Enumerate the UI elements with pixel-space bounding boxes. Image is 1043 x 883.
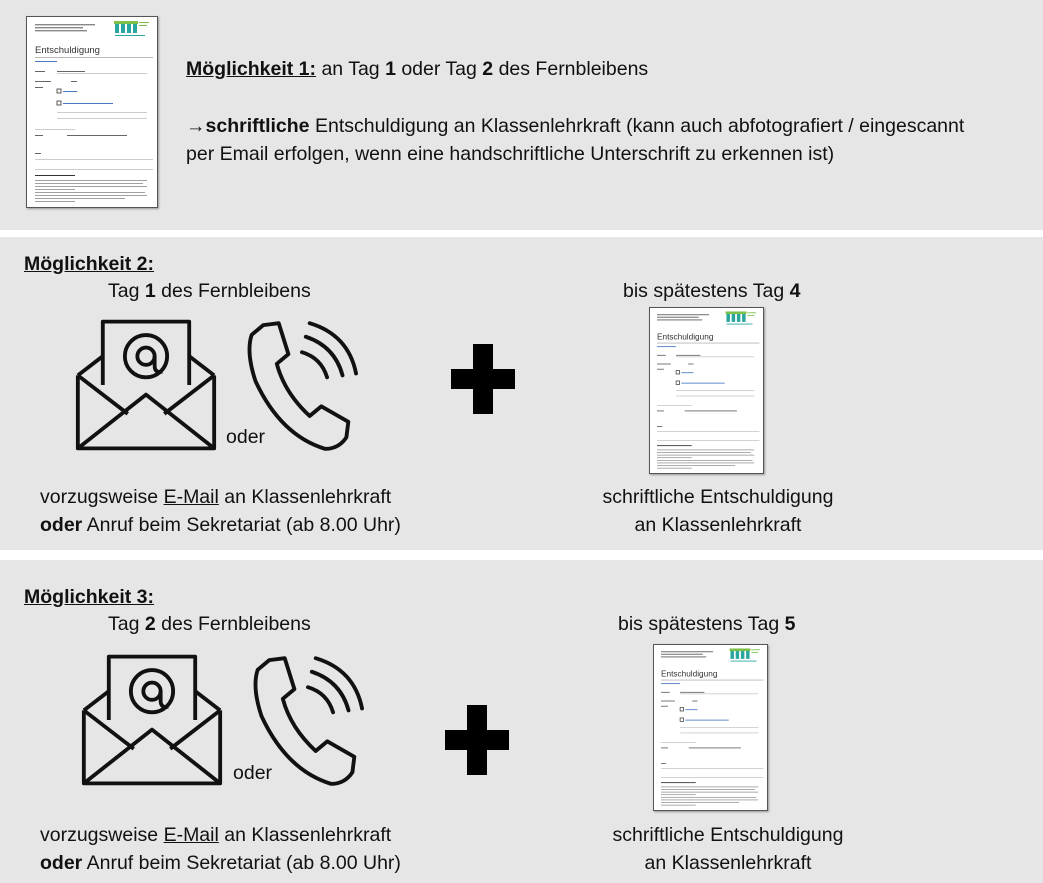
option-2-contact-pre: vorzugsweise: [40, 486, 164, 508]
excuse-form-thumbnail-2: [649, 307, 764, 474]
option-1-detail-line1: Entschuldigung an Klassenlehrkraft (kann auch abfotografiert / eingescannt: [309, 115, 965, 137]
option-3-deadline: [618, 612, 795, 636]
option-2-written-line2: an Klassenlehrkraft: [634, 514, 802, 536]
option-3-day-post: des Fernbleibens: [155, 613, 311, 635]
option-2-written: [593, 483, 843, 539]
option-2-deadline-pre: bis spätestens Tag: [623, 280, 790, 302]
option-2-oder-bold: oder: [40, 514, 83, 536]
option-1-day-b: 2: [482, 58, 494, 80]
option-2-written-line1: schriftliche Entschuldigung: [602, 486, 834, 508]
option-2-panel: [0, 237, 1043, 550]
envelope-at-icon: [74, 317, 218, 453]
option-1-heading: Möglichkeit 1:: [186, 58, 317, 80]
option-2-contact: [40, 483, 401, 539]
option-3-written: [603, 821, 853, 877]
option-1-text-mid: oder Tag: [395, 58, 483, 80]
option-2-deadline-num: 4: [789, 280, 801, 302]
option-1-panel: [0, 0, 1043, 230]
option-2-contact-rest: Anruf beim Sekretariat (ab 8.00 Uhr): [82, 514, 401, 536]
option-1-text: an Tag: [316, 58, 386, 80]
arrow-icon: →: [186, 115, 206, 137]
option-2-deadline: [623, 279, 800, 303]
option-3-panel: [0, 560, 1043, 883]
option-1-bold-word: schriftliche: [205, 115, 310, 137]
excuse-form-thumbnail-3: [653, 644, 768, 811]
option-3-contact: [40, 821, 401, 877]
option-3-written-line1: schriftliche Entschuldigung: [612, 824, 844, 846]
option-3-contact-post: an Klassenlehrkraft: [218, 824, 392, 846]
option-2-email-link: E-Mail: [163, 486, 219, 508]
option-3-oder-bold: oder: [40, 852, 83, 874]
option-3-heading: Möglichkeit 3:: [24, 586, 155, 608]
option-1-details: [186, 112, 964, 168]
excuse-form-thumbnail: [26, 16, 158, 208]
option-3-oder: oder: [233, 762, 273, 784]
option-3-email-link: E-Mail: [163, 824, 219, 846]
envelope-at-icon: [80, 652, 224, 788]
option-3-day-label: [108, 612, 311, 636]
option-2-day-post: des Fernbleibens: [155, 280, 311, 302]
plus-icon: [445, 705, 509, 775]
option-3-deadline-pre: bis spätestens Tag: [618, 613, 785, 635]
option-1-text-post: des Fernbleibens: [493, 58, 649, 80]
plus-icon: [451, 344, 515, 414]
option-3-deadline-num: 5: [784, 613, 796, 635]
option-1-summary: [186, 57, 648, 81]
option-1-day-a: 1: [385, 58, 396, 80]
option-3-written-line2: an Klassenlehrkraft: [644, 852, 812, 874]
option-2-oder: oder: [226, 426, 266, 448]
option-2-day-num: 1: [144, 280, 156, 302]
option-3-contact-rest: Anruf beim Sekretariat (ab 8.00 Uhr): [82, 852, 401, 874]
option-1-detail-line2: per Email erfolgen, wenn eine handschriftliche Unterschrift zu erkennen ist): [186, 143, 835, 165]
option-3-day-num: 2: [144, 613, 156, 635]
option-2-day-label: [108, 279, 311, 303]
option-3-day-pre: Tag: [108, 613, 145, 635]
option-2-heading: Möglichkeit 2:: [24, 253, 155, 275]
option-2-contact-post: an Klassenlehrkraft: [218, 486, 392, 508]
option-3-contact-pre: vorzugsweise: [40, 824, 164, 846]
option-2-day-pre: Tag: [108, 280, 145, 302]
